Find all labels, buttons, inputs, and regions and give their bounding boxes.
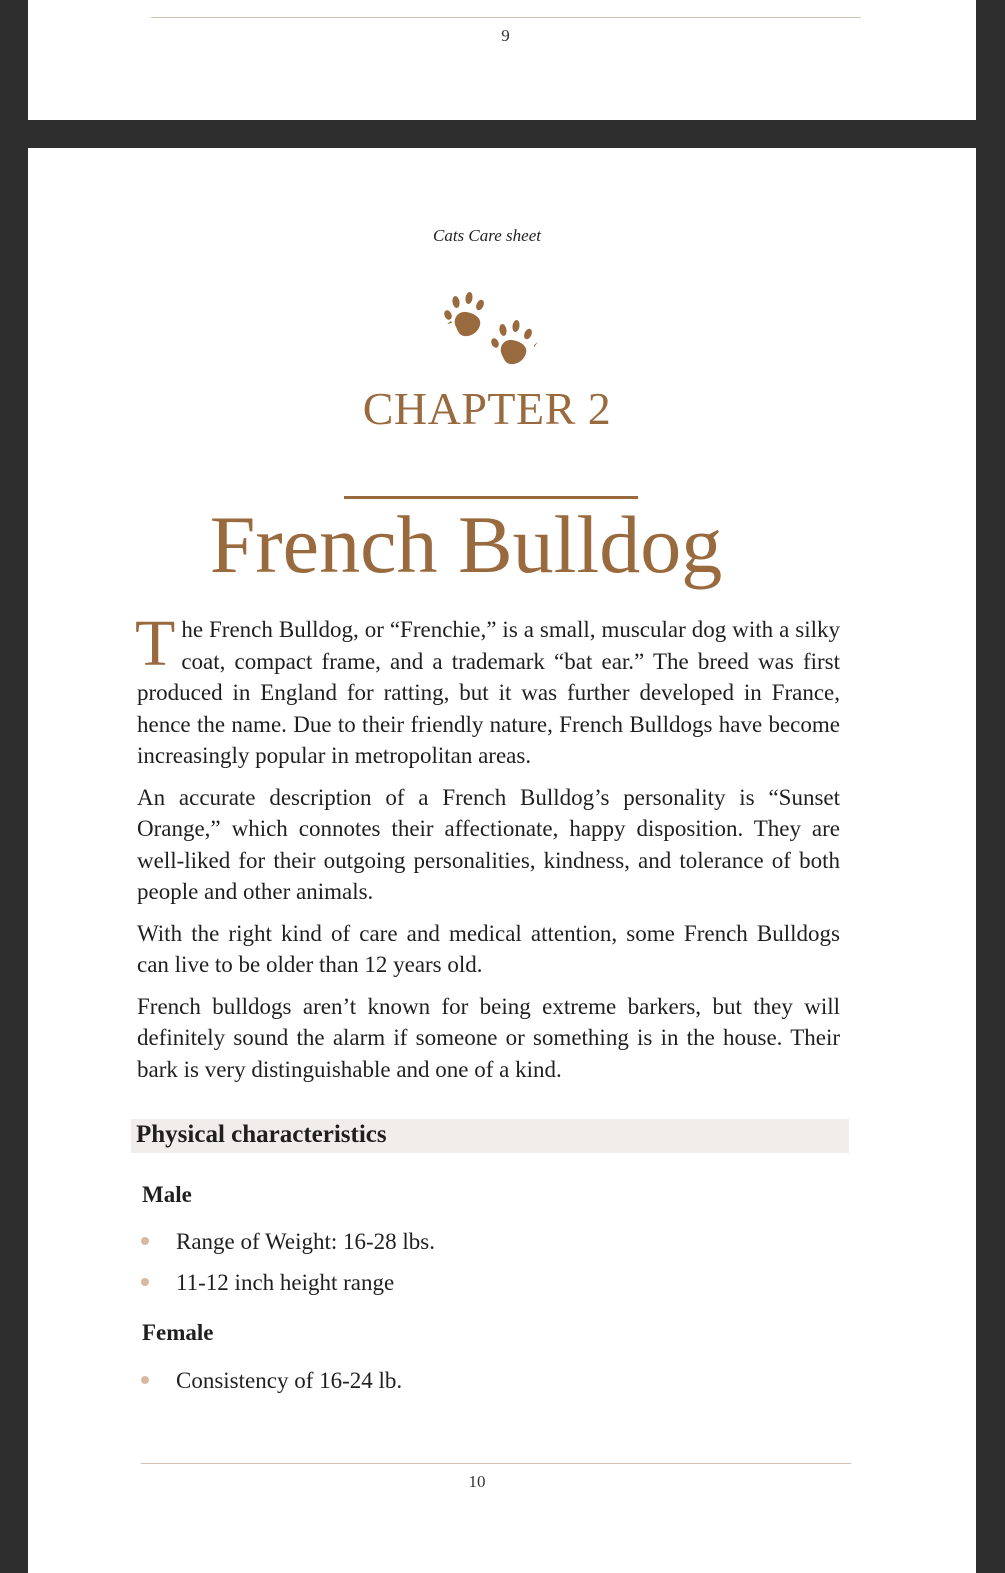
section-heading-band [131, 1119, 849, 1153]
list-item [137, 1262, 435, 1303]
page-number: 9 [501, 26, 510, 45]
bullet-icon [141, 1278, 149, 1286]
footer-rule [141, 1463, 851, 1464]
paragraph: With the right kind of care and medical attention, some French Bulldogs can live to be older than 12 years old. [137, 920, 840, 977]
previous-page [28, 0, 976, 120]
paragraph [135, 607, 840, 772]
paragraph: French bulldogs aren’t known for being extreme barkers, but they will definitely sound the alarm if someone or something is in the house. Their bark is very distinguishable and one of a kind. [137, 993, 840, 1082]
current-page [28, 148, 976, 1573]
page-number: 10 [468, 1472, 486, 1491]
footer-rule [151, 17, 861, 18]
bullet-icon [141, 1376, 149, 1384]
list-item-text: Range of Weight: 16-28 lbs. [176, 1229, 435, 1254]
running-head: Cats Care sheet [433, 226, 541, 245]
list-item [137, 1360, 402, 1401]
bullet-icon [141, 1237, 149, 1245]
chapter-title: French Bulldog [209, 499, 723, 590]
paragraph-text: he French Bulldog, or “Frenchie,” is a small, muscular dog with a silky coat, compact frame, and a trademark “bat ear.” The breed was first produced in England for ratting, but it was further developed in France, hence the name. Due to their friendly nature, French Bulldogs have become increasingly popular in metropolitan areas. [137, 617, 840, 768]
paw-prints-icon [442, 291, 542, 367]
list-item-text: Consistency of 16-24 lb. [176, 1368, 403, 1393]
male-characteristics-list [137, 1221, 435, 1303]
paragraph: An accurate description of a French Bulldog’s personality is “Sunset Orange,” which connotes their affectionate, happy disposition. They are well-liked for their outgoing personalities, kindness, and tolerance of both people and other animals. [137, 784, 840, 904]
drop-cap: T [135, 607, 176, 680]
section-heading: Physical characteristics [136, 1121, 387, 1148]
list-item-text: 11-12 inch height range [176, 1270, 395, 1295]
body-text [135, 607, 840, 1095]
chapter-label: CHAPTER 2 [362, 383, 612, 434]
list-item [137, 1221, 435, 1262]
female-heading: Female [142, 1320, 214, 1345]
male-heading: Male [142, 1182, 192, 1207]
female-characteristics-list [137, 1360, 402, 1401]
